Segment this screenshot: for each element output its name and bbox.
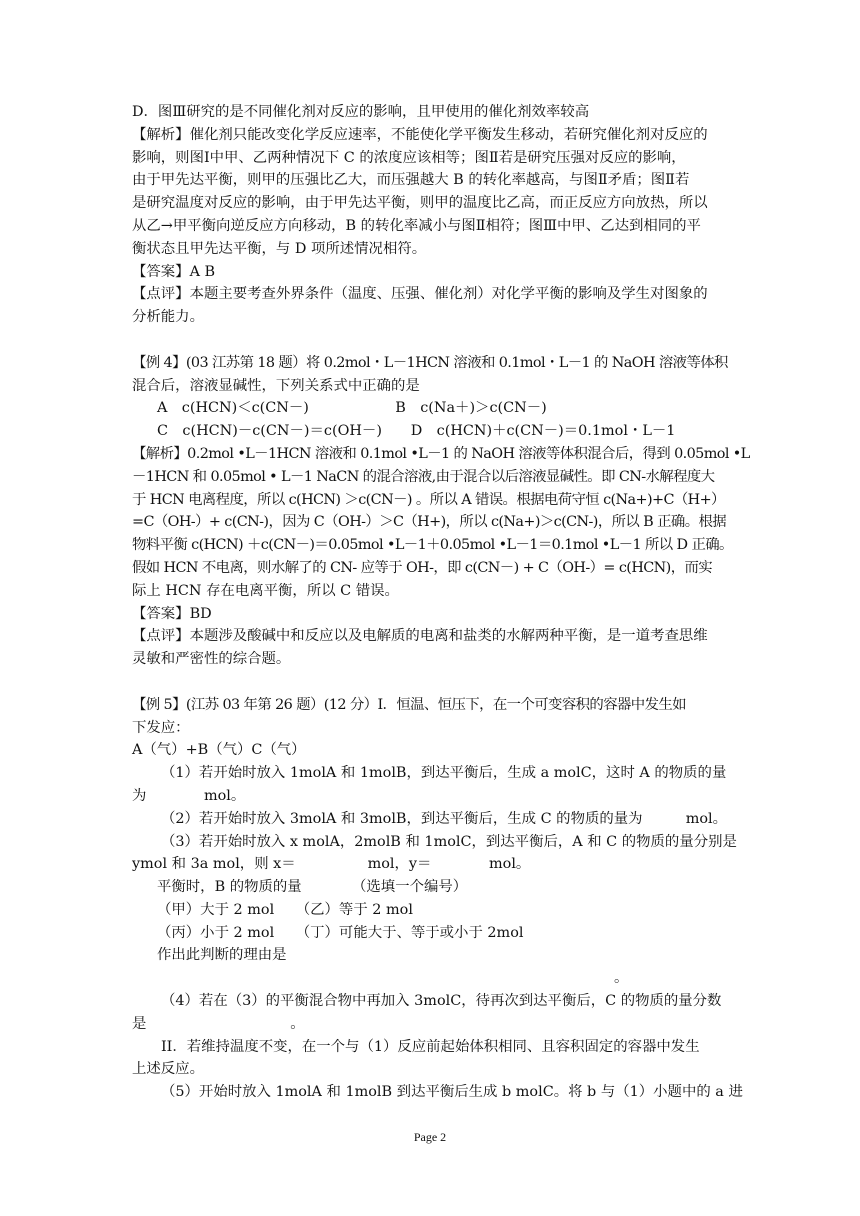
reason-line: 作出此判断的理由是 (157, 947, 287, 964)
analysis-line: 从乙→甲平衡向逆反应方向移动，B 的转化率减小与图Ⅱ相符；图Ⅲ中甲、乙达到相同的平 (132, 217, 701, 234)
example-4-title: 【例 4】(03 江苏第 18 题）将 0.2mol・L－1HCN 溶液和 0.1mol・L－1 的 NaOH 溶液等体积 (132, 354, 728, 371)
comment-line: 灵敏和严密性的综合题。 (132, 651, 291, 668)
analysis-line: 【解析】催化剂只能改变化学反应速率，不能使化学平衡发生移动，若研究催化剂对反应的 (132, 126, 708, 143)
page-body (132, 101, 750, 1104)
page-footer: Page 2 (413, 1130, 447, 1144)
option-ab-line: A c(HCN)＜c(CN－) B c(Na＋)＞c(CN－) (157, 400, 547, 417)
comment-line: 【点评】本题涉及酸碱中和反应以及电解质的电离和盐类的水解两种平衡，是一道考查思维 (132, 628, 708, 645)
example-5-title: 【例 5】(江苏 03 年第 26 题）(12 分）I．恒温、恒压下，在一个可变容积的容器中发生如 (132, 696, 686, 713)
analysis-line: 于 HCN 电离程度，所以 c(HCN) ＞c(CN－) 。所以 A 错误。根据电荷守恒 c(Na+)+C（H+） (132, 491, 725, 508)
answer-line: 【答案】BD (132, 605, 212, 622)
analysis-line: 是研究温度对反应的影响，由于甲先达平衡，则甲的温度比乙高，而正反应方向放热，所以 (132, 195, 708, 212)
answer-line: 【答案】A B (132, 263, 216, 280)
question-2-line: （2）若开始时放入 3molA 和 3molB，到达平衡后，生成 C 的物质的量为 mol。 (161, 810, 727, 827)
reason-end-line: 。 (614, 970, 629, 987)
analysis-line: 假如 HCN 不电离，则水解了的 CN- 应等于 OH-，即 c(CN－) + C（OH-）= c(HCN)，而实 (132, 559, 713, 576)
blank-line (132, 329, 732, 352)
analysis-line: 【解析】0.2mol •L－1HCN 溶液和 0.1mol •L－1 的 NaOH 溶液等体积混合后，得到 0.05mol •L (132, 445, 750, 462)
analysis-line: 由于甲先达平衡，则甲的压强比乙大，而压强越大 B 的转化率越高，与图Ⅱ矛盾；图Ⅱ若 (132, 172, 690, 189)
blank-line (132, 671, 732, 694)
part-2-line: II．若维持温度不变，在一个与（1）反应前起始体积相同、且容积固定的容器中发生 (161, 1038, 700, 1055)
reaction-equation: A（气）+B（气）C（气） (132, 742, 306, 759)
choice-line: （甲）大于 2 mol （乙）等于 2 mol (157, 901, 413, 918)
analysis-line: －1HCN 和 0.05mol • L－1 NaCN 的混合溶液,由于混合以后溶液显碱性。即 CN-水解程度大 (132, 468, 715, 485)
question-4-line: （4）若在（3）的平衡混合物中再加入 3molC，待再次到达平衡后，C 的物质的量分数 (161, 993, 722, 1010)
analysis-line: 衡状态且甲先达平衡，与 D 项所述情况相符。 (132, 240, 427, 257)
question-4-line: 是 。 (132, 1015, 305, 1032)
option-d-line: D．图Ⅲ研究的是不同催化剂对反应的影响，且甲使用的催化剂效率较高 (132, 104, 590, 120)
option-cd-line: C c(HCN)－c(CN－)＝c(OH－) D c(HCN)＋c(CN－)＝0.1mol・L－1 (157, 423, 676, 440)
example-5-line: 下发应： (132, 719, 190, 736)
comment-line: 分析能力。 (132, 309, 204, 326)
analysis-line: 际上 HCN 存在电离平衡，所以 C 错误。 (132, 582, 399, 599)
part-2-line: 上述反应。 (132, 1061, 204, 1078)
question-5-line: （5）开始时放入 1molA 和 1molB 到达平衡后生成 b molC。将 b 与（1）小题中的 a 进 (161, 1084, 743, 1101)
choice-line: （丙）小于 2 mol （丁）可能大于、等于或小于 2mol (157, 924, 524, 941)
question-3-line: ymol 和 3a mol，则 x＝ mol，y＝ mol。 (132, 856, 531, 873)
question-1-line: （1）若开始时放入 1molA 和 1molB，到达平衡后，生成 a molC，这时 A 的物质的量 (161, 765, 727, 782)
analysis-line: =C（OH-）+ c(CN-)，因为 C（OH-）＞C（H+)，所以 c(Na+)＞c(CN-)，所以 B 正确。根据 (132, 514, 727, 531)
comment-line: 【点评】本题主要考查外界条件（温度、压强、催化剂）对化学平衡的影响及学生对图象的 (132, 286, 708, 303)
analysis-line: 物料平衡 c(HCN) ＋c(CN－)＝0.05mol •L－1＋0.05mol •L－1＝0.1mol •L－1 所以 D 正确。 (132, 537, 733, 554)
question-1-line: 为 mol。 (132, 787, 246, 804)
question-3-line: （3）若开始时放入 x molA，2molB 和 1molC，到达平衡后，A 和 C 的物质的量分别是 (161, 833, 737, 850)
question-3-line: 平衡时，B 的物质的量 （选填一个编号） (157, 879, 468, 896)
analysis-line: 影响，则图Ⅰ中甲、乙两种情况下 C 的浓度应该相等；图Ⅱ若是研究压强对反应的影响， (132, 149, 686, 166)
example-4-line: 混合后，溶液显碱性，下列关系式中正确的是 (132, 377, 420, 394)
